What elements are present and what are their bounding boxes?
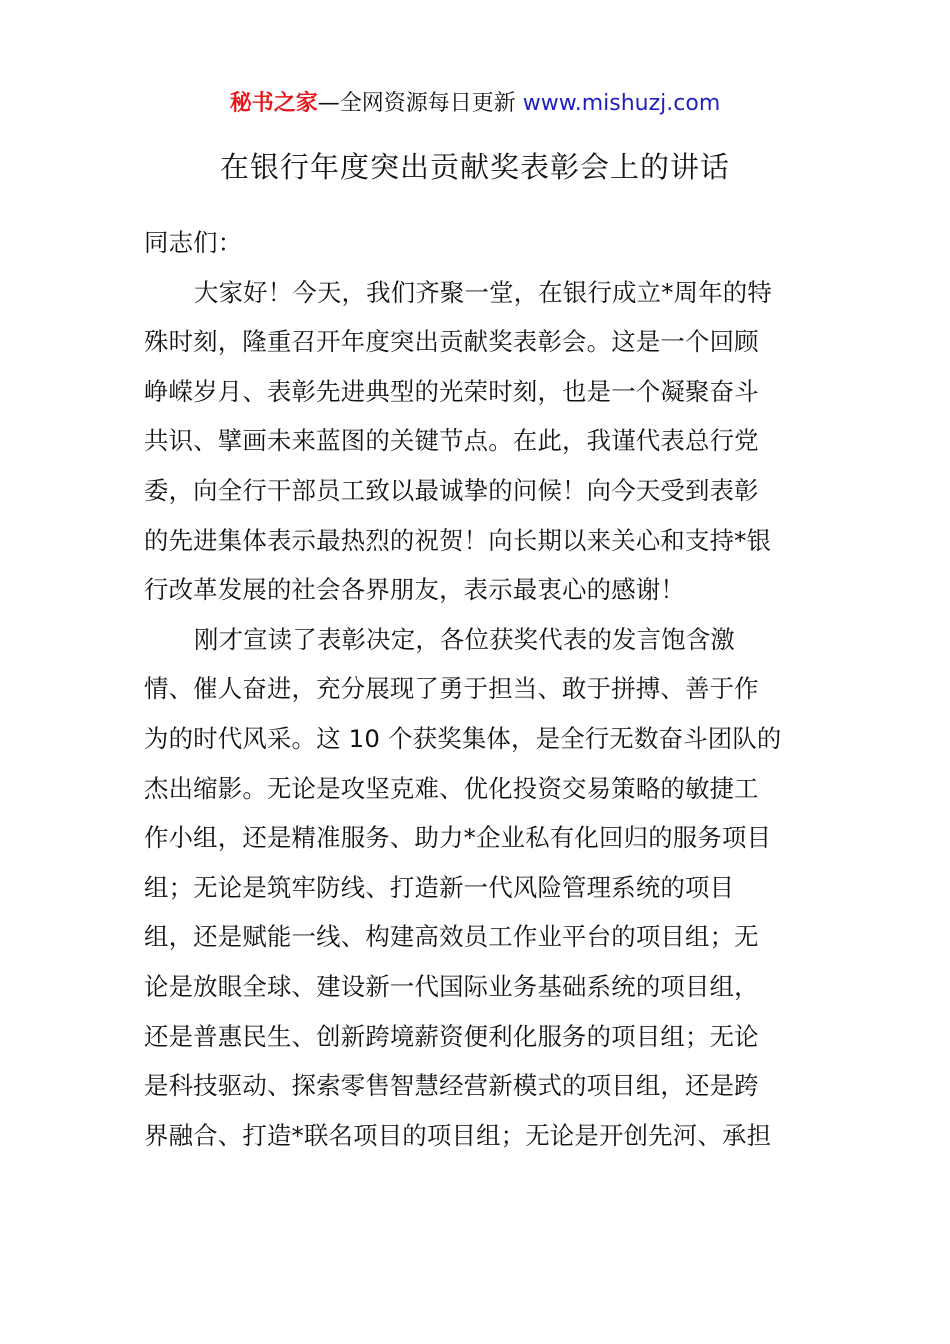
text-line: 行改革发展的社会各界朋友，表示最衷心的感谢！: [144, 575, 685, 605]
text-line: 界融合、打造*联名项目的项目组；无论是开创先河、承担: [144, 1120, 772, 1150]
text-line: 组；无论是筑牢防线、打造新一代风险管理系统的项目: [144, 872, 735, 902]
text-line: 组，还是赋能一线、构建高效员工作业平台的项目组；无: [144, 922, 759, 952]
text-line: 大家好！今天，我们齐聚一堂，在银行成立*周年的特: [194, 277, 772, 307]
text-line: 为的时代风采。这 10 个获奖集体，是全行无数奋斗团队的: [144, 723, 782, 753]
text-line: 刚才宣读了表彰决定，各位获奖代表的发言饱含激: [194, 624, 735, 654]
text-line: 委，向全行干部员工致以最诚挚的问候！向今天受到表彰: [144, 475, 759, 505]
text-line: 共识、擘画未来蓝图的关键节点。在此，我谨代表总行党: [144, 426, 759, 456]
text-line: 作小组，还是精准服务、助力*企业私有化回归的服务项目: [144, 823, 772, 853]
text-line: 的先进集体表示最热烈的祝贺！向长期以来关心和支持*银: [144, 525, 772, 555]
site-header: [0, 88, 950, 120]
header-tagline: —全网资源每日更新: [317, 91, 523, 116]
text-line: 论是放眼全球、建设新一代国际业务基础系统的项目组，: [144, 971, 759, 1001]
document-title: 在银行年度突出贡献奖表彰会上的讲话: [219, 150, 730, 184]
text-line: 殊时刻，隆重召开年度突出贡献奖表彰会。这是一个回顾: [144, 327, 759, 357]
brand-name: 秘书之家: [229, 91, 318, 116]
site-url-link[interactable]: www.mishuzj.com: [522, 91, 721, 116]
salutation: 同志们：: [144, 228, 243, 257]
text-line: 情、催人奋进，充分展现了勇于担当、敢于拼搏、善于作: [144, 674, 759, 704]
text-line: 还是普惠民生、创新跨境薪资便利化服务的项目组；无论: [144, 1021, 759, 1051]
text-line: 峥嵘岁月、表彰先进典型的光荣时刻，也是一个凝聚奋斗: [144, 376, 759, 406]
document-body: [144, 218, 808, 1160]
text-line: 是科技驱动、探索零售智慧经营新模式的项目组，还是跨: [144, 1071, 759, 1101]
text-line: 杰出缩影。无论是攻坚克难、优化投资交易策略的敏捷工: [144, 773, 759, 803]
